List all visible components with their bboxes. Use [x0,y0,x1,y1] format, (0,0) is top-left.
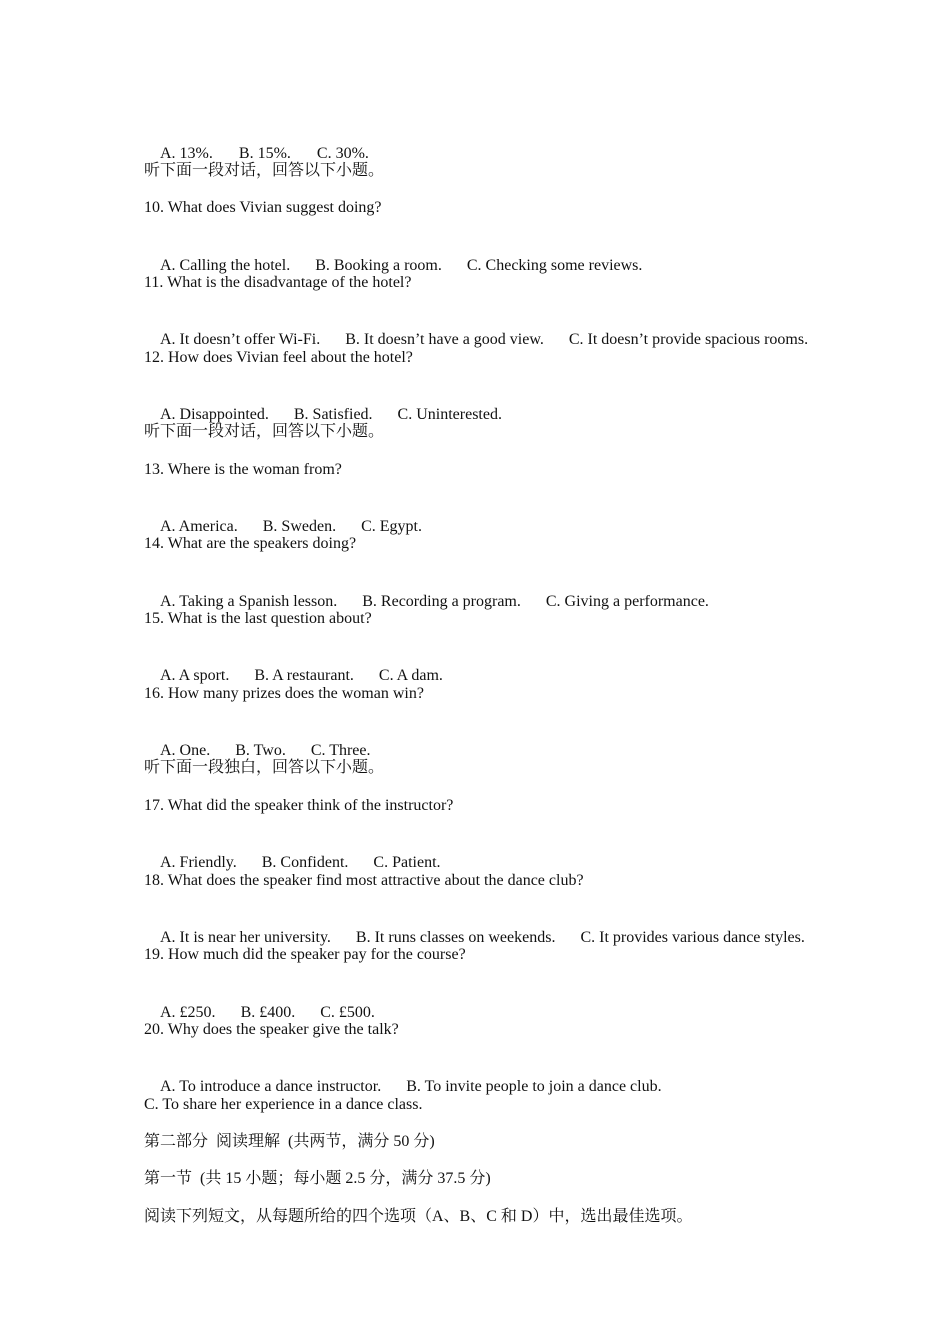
question-11: 11. What is the disadvantage of the hotel? [144,274,412,291]
q16-option-a: A. One. [160,742,211,759]
q9-option-b: B. 15%. [238,145,291,162]
q19-option-a: A. £250. [160,1004,216,1021]
q16-option-c: C. Three. [310,742,371,759]
q12-option-b: B. Satisfied. [293,406,373,423]
question-17: 17. What did the speaker think of the instructor? [144,797,454,814]
question-14: 14. What are the speakers doing? [144,535,357,552]
reading-instruction: 阅读下列短文，从每题所给的四个选项（A、B、C 和 D）中，选出最佳选项。 [144,1208,693,1225]
q12-option-a: A. Disappointed. [160,406,269,423]
question-10: 10. What does Vivian suggest doing? [144,199,382,216]
q18-option-c: C. It provides various dance styles. [580,929,805,946]
q19-option-c: C. £500. [320,1004,375,1021]
q11-option-c: C. It doesn’t provide spacious rooms. [568,331,809,348]
q11-option-a: A. It doesn’t offer Wi-Fi. [160,331,321,348]
q18-option-b: B. It runs classes on weekends. [355,929,556,946]
question-20: 20. Why does the speaker give the talk? [144,1021,399,1038]
q13-option-c: C. Egypt. [361,518,422,535]
q10-option-b: B. Booking a room. [315,257,442,274]
section1-heading: 第一节 (共 15 小题；每小题 2.5 分，满分 37.5 分) [144,1170,491,1187]
part2-heading: 第二部分 阅读理解 (共两节，满分 50 分) [144,1133,435,1150]
q10-option-a: A. Calling the hotel. [160,257,291,274]
question-13: 13. Where is the woman from? [144,461,342,478]
q16-option-b: B. Two. [235,742,286,759]
q20-option-b: B. To invite people to join a dance club. [406,1078,662,1095]
question-18: 18. What does the speaker find most attractive about the dance club? [144,872,584,889]
monologue-intro: 听下面一段独白，回答以下小题。 [144,759,385,776]
q13-option-a: A. America. [160,518,238,535]
q15-option-c: C. A dam. [378,667,443,684]
q18-option-a: A. It is near her university. [160,929,331,946]
q20-option-a: A. To introduce a dance instructor. [160,1078,382,1095]
q14-option-a: A. Taking a Spanish lesson. [160,593,338,610]
dialog-intro: 听下面一段对话，回答以下小题。 [144,162,385,179]
question-16: 16. How many prizes does the woman win? [144,685,424,702]
question-19: 19. How much did the speaker pay for the course? [144,946,466,963]
q14-option-b: B. Recording a program. [362,593,521,610]
q11-option-b: B. It doesn’t have a good view. [345,331,544,348]
q13-option-b: B. Sweden. [262,518,337,535]
q9-option-a: A. 13%. [160,145,213,162]
question-12: 12. How does Vivian feel about the hotel? [144,349,413,366]
q12-option-c: C. Uninterested. [397,406,502,423]
q15-option-a: A. A sport. [160,667,230,684]
dialog-intro: 听下面一段对话，回答以下小题。 [144,423,385,440]
q15-option-b: B. A restaurant. [254,667,354,684]
q19-option-b: B. £400. [240,1004,296,1021]
q10-option-c: C. Checking some reviews. [466,257,643,274]
q17-option-a: A. Friendly. [160,854,237,871]
q9-option-c: C. 30%. [316,145,369,162]
q14-option-c: C. Giving a performance. [545,593,709,610]
q17-option-c: C. Patient. [373,854,441,871]
question-15: 15. What is the last question about? [144,610,372,627]
q17-option-b: B. Confident. [261,854,349,871]
q20-option-c: C. To share her experience in a dance class. [144,1096,423,1113]
